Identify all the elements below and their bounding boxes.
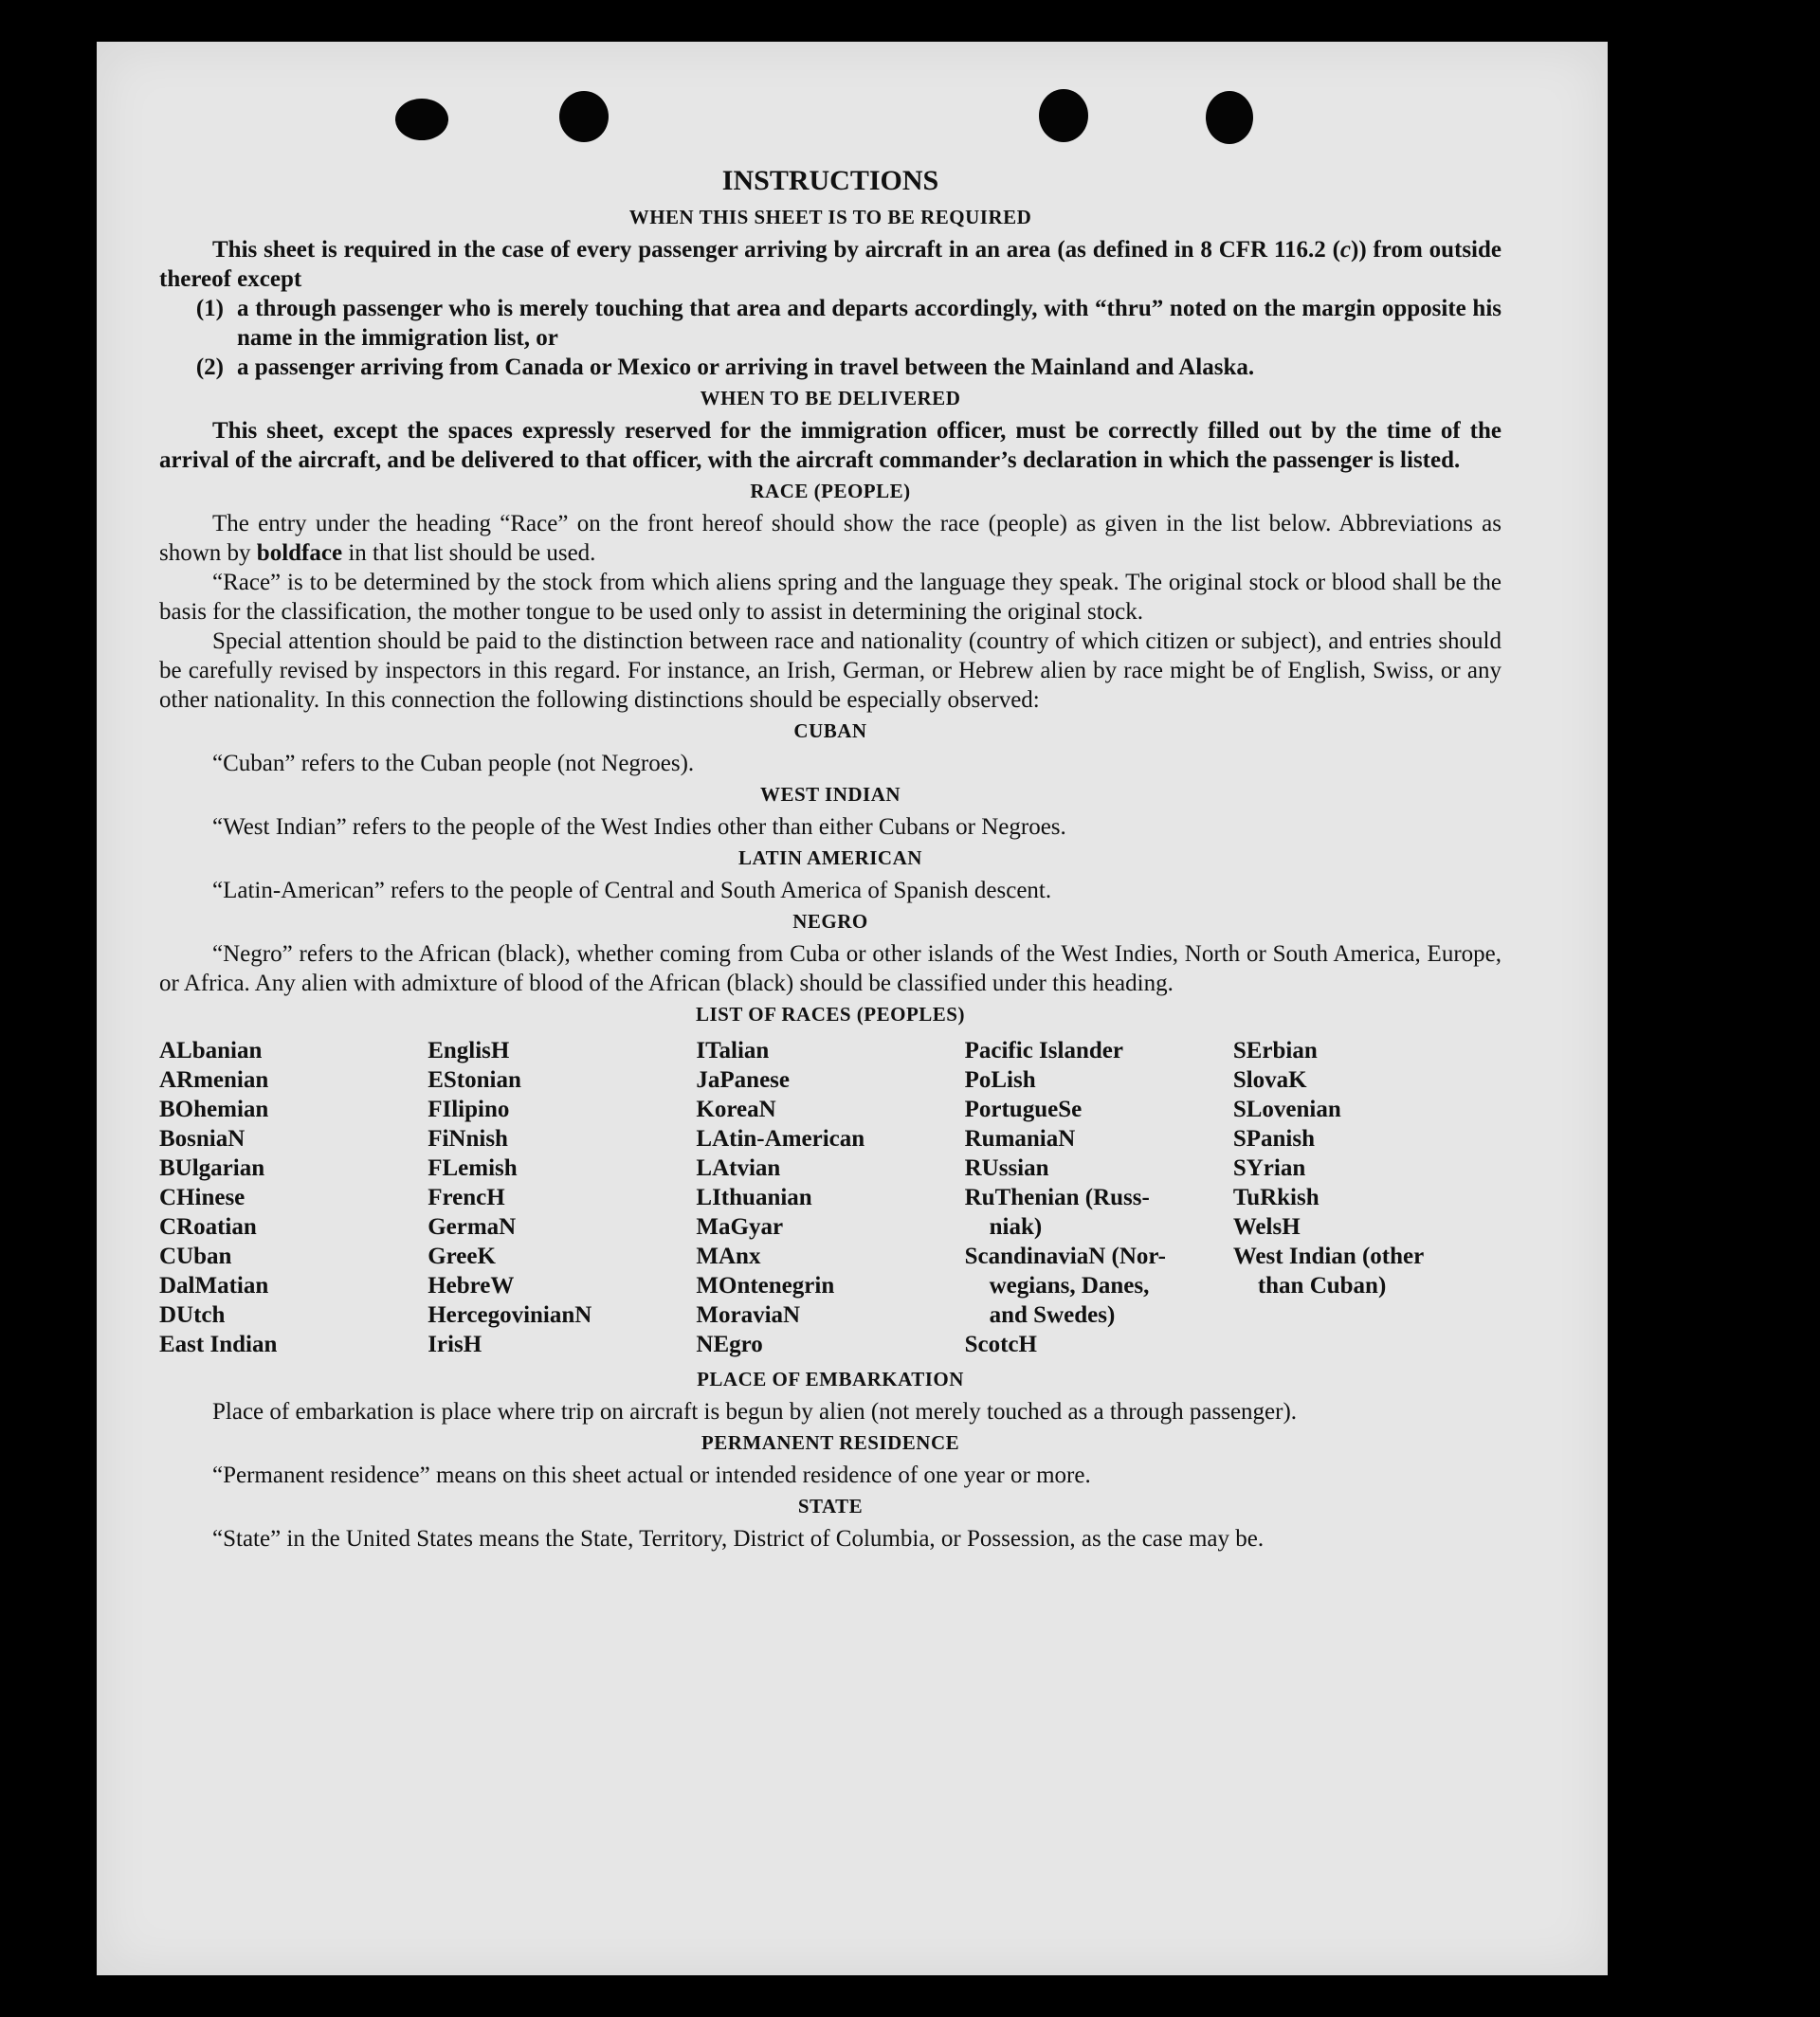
race-paragraph: The entry under the heading “Race” on the front hereof should show the race (people) as given in the list below. Abbreviations as shown by boldface in that list should be used. <box>159 511 1502 566</box>
race-entry: HercegovinianN <box>428 1302 592 1328</box>
list-item: (1) a through passenger who is merely touching that area and departs accordingly, with “thru” noted on the margin opposite his name in the immigration list, or <box>195 296 1502 351</box>
race-entry: MaGyar <box>696 1214 784 1240</box>
race-entry: ARmenian <box>159 1067 269 1093</box>
section-heading: STATE <box>797 1495 864 1517</box>
cuban-text: “Cuban” refers to the Cuban people (not Negroes). <box>212 751 695 776</box>
section-heading: PERMANENT RESIDENCE <box>701 1431 960 1454</box>
race-entry: Pacific Islander <box>964 1038 1123 1063</box>
race-entry: RuThenian (Russ- <box>964 1185 1150 1210</box>
race-entry: MOntenegrin <box>696 1273 835 1299</box>
races-list <box>159 1036 1502 1359</box>
races-column <box>965 1036 1233 1359</box>
race-entry: West Indian (other <box>1232 1244 1425 1269</box>
race-paragraph: “Race” is to be determined by the stock from which aliens spring and the language they speak. The original stock or blood shall be the basis for the classification, the mother tongue to be used only to assist in determining the original stock. <box>159 570 1502 625</box>
race-entry: GermaN <box>428 1214 517 1240</box>
race-entry: KoreaN <box>696 1097 776 1122</box>
race-entry: niak) <box>989 1214 1043 1240</box>
race-entry: SYrian <box>1232 1155 1306 1181</box>
race-entry: PortugueSe <box>964 1097 1083 1122</box>
race-entry: SPanish <box>1232 1126 1315 1152</box>
race-entry: JaPanese <box>696 1067 791 1093</box>
race-entry: GreeK <box>428 1244 496 1269</box>
race-entry: ALbanian <box>159 1038 263 1063</box>
race-entry: than Cuban) <box>1257 1273 1387 1299</box>
negro-text: “Negro” refers to the African (black), whether coming from Cuba or other islands of the West Indies, North or South America, Europe, or Africa. Any alien with admixture of blood of the African (black) should be classified under this heading. <box>159 941 1502 996</box>
punch-hole <box>395 99 448 140</box>
section-heading: WEST INDIAN <box>759 783 901 806</box>
section-heading: NEGRO <box>792 910 868 933</box>
race-entry: BosniaN <box>159 1126 246 1152</box>
races-column <box>159 1036 428 1359</box>
section-heading: LATIN AMERICAN <box>738 846 922 869</box>
race-entry: IrisH <box>428 1332 482 1357</box>
document-sheet <box>97 42 1608 1975</box>
race-entry: TuRkish <box>1232 1185 1320 1210</box>
race-entry: WelsH <box>1232 1214 1301 1240</box>
races-column <box>428 1036 696 1359</box>
race-entry: DUtch <box>159 1302 226 1328</box>
section-heading: WHEN THIS SHEET IS TO BE REQUIRED <box>628 206 1032 228</box>
race-entry: LAtvian <box>696 1155 781 1181</box>
residence-text: “Permanent residence” means on this sheet actual or intended residence of one year or more. <box>212 1463 1091 1488</box>
when-delivered-text: This sheet, except the spaces expressly reserved for the immigration officer, must be correctly filled out by the time of the arrival of the aircraft, and be delivered to that officer, with the aircraft commander’s declaration in which the passenger is listed. <box>159 418 1502 473</box>
instructions-body <box>159 163 1502 1554</box>
races-column <box>696 1036 964 1359</box>
race-entry: SErbian <box>1232 1038 1318 1063</box>
race-entry: MAnx <box>696 1244 761 1269</box>
race-entry: DalMatian <box>159 1273 269 1299</box>
state-text: “State” in the United States means the State, Territory, District of Columbia, or Possession, as the case may be. <box>212 1526 1265 1552</box>
race-entry: NEgro <box>696 1332 763 1357</box>
race-entry: PoLish <box>964 1067 1036 1093</box>
race-entry: FLemish <box>428 1155 518 1181</box>
race-entry: LIthuanian <box>696 1185 812 1210</box>
race-entry: SLovenian <box>1232 1097 1341 1122</box>
race-entry: FiNnish <box>428 1126 508 1152</box>
race-entry: MoraviaN <box>696 1302 801 1328</box>
embarkation-text: Place of embarkation is place where trip on aircraft is begun by alien (not merely touched as a through passenger). <box>212 1399 1298 1425</box>
race-entry: SlovaK <box>1232 1067 1307 1093</box>
race-entry: EStonian <box>428 1067 521 1093</box>
race-entry: ITalian <box>696 1038 770 1063</box>
west-indian-text: “West Indian” refers to the people of the West Indies other than either Cubans or Negroes. <box>212 814 1066 840</box>
race-entry: ScandinaviaN (Nor- <box>964 1244 1166 1269</box>
race-entry: FIlipino <box>428 1097 510 1122</box>
race-entry: CUban <box>159 1244 232 1269</box>
race-entry: East Indian <box>159 1332 278 1357</box>
race-entry: RumaniaN <box>964 1126 1076 1152</box>
section-heading: RACE (PEOPLE) <box>750 480 911 502</box>
punch-hole <box>559 91 609 142</box>
race-entry: FrencH <box>428 1185 505 1210</box>
section-heading: WHEN TO BE DELIVERED <box>700 387 961 409</box>
exception-list <box>159 294 1502 382</box>
section-heading: PLACE OF EMBARKATION <box>697 1368 964 1390</box>
race-entry: LAtin-American <box>696 1126 865 1152</box>
races-column <box>1233 1036 1502 1359</box>
race-entry: and Swedes) <box>989 1302 1116 1328</box>
list-item: (2) a passenger arriving from Canada or Mexico or arriving in travel between the Mainland and Alaska. <box>195 354 1255 380</box>
race-entry: CRoatian <box>159 1214 257 1240</box>
race-entry: HebreW <box>428 1273 515 1299</box>
page-title: INSTRUCTIONS <box>721 165 939 196</box>
punch-hole <box>1039 89 1088 142</box>
race-entry: BOhemian <box>159 1097 269 1122</box>
section-heading: LIST OF RACES (PEOPLES) <box>696 1003 965 1026</box>
punch-hole <box>1206 91 1253 144</box>
race-paragraph: Special attention should be paid to the distinction between race and nationality (country of which citizen or subject), and entries should be carefully revised by inspectors in this regard. For instance, an Irish, German, or Hebrew alien by race might be of English, Swiss, or any other nationality. In this connection the following distinctions should be especially observed: <box>159 628 1502 713</box>
latin-american-text: “Latin-American” refers to the people of Central and South America of Spanish descent. <box>212 878 1052 903</box>
race-entry: CHinese <box>159 1185 246 1210</box>
race-entry: BUlgarian <box>159 1155 265 1181</box>
race-entry: ScotcH <box>964 1332 1037 1357</box>
race-entry: wegians, Danes, <box>989 1273 1150 1299</box>
race-entry: RUssian <box>964 1155 1049 1181</box>
when-required-intro: This sheet is required in the case of every passenger arriving by aircraft in an area (as defined in 8 CFR 116.2 (c)) from outside thereof except <box>159 237 1502 292</box>
race-entry: EnglisH <box>428 1038 510 1063</box>
section-heading: CUBAN <box>793 719 867 742</box>
